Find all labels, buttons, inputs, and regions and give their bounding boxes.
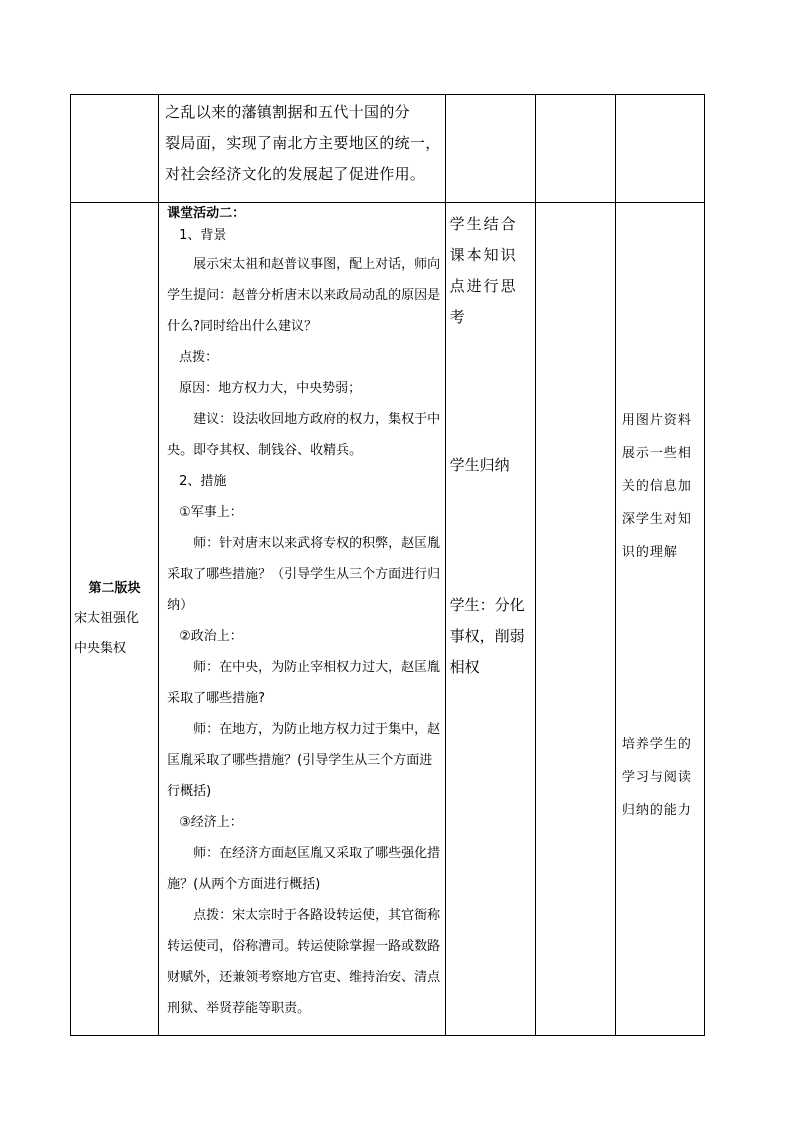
student-answer-1: 学生：分化	[449, 596, 525, 614]
goal2-line-3: 归纳的能力	[621, 803, 692, 818]
reason-text: 原因：地方权力大，中央势弱；	[179, 381, 362, 396]
goal1-line-5: 识的理解	[621, 545, 678, 560]
politics-central-text: 师：在中央，为防止宰相权力过大，赵匡胤采取了哪些措施?	[167, 660, 441, 706]
student-summarize: 学生归纳	[449, 456, 510, 474]
student-think-4: 考	[449, 308, 467, 326]
goal1-line-2: 展示一些相	[621, 446, 692, 461]
hint-label: 点拨：	[179, 350, 219, 365]
background-text: 展示宋太祖和赵普议事图，配上对话，师向学生提问：赵普分析唐末以来政局动乱的原因是什么?同时给出什么建议？	[167, 257, 441, 334]
economy-text: 师：在经济方面赵匡胤又采取了哪些强化措施？(从两个方面进行概括)	[167, 846, 441, 892]
section-title: 第二版块	[88, 581, 141, 596]
background-label: 1、背景	[179, 228, 227, 243]
row1-content-cell	[159, 95, 445, 203]
economy-label: ③经济上：	[179, 815, 243, 830]
student-think-1: 学生结合	[449, 215, 518, 233]
section-subtitle-2: 中央集权	[74, 641, 127, 656]
student-answer-2: 事权，削弱	[449, 627, 525, 645]
table-row-1	[71, 95, 705, 203]
row1-empty-cell	[535, 95, 615, 203]
goal1-line-1: 用图片资料	[621, 413, 692, 428]
row1-student-cell	[445, 95, 535, 203]
politics-label: ②政治上：	[179, 629, 243, 644]
empty-column-cell	[535, 203, 615, 1036]
measures-label: 2、措施	[179, 474, 227, 489]
activity-title: 课堂活动二：	[167, 206, 246, 221]
student-think-2: 课本知识	[449, 246, 518, 264]
student-activity-cell	[445, 203, 535, 1036]
advice-text: 建议：设法收回地方政府的权力，集权于中央。即夺其权、制钱谷、收精兵。	[167, 412, 441, 458]
section-cell	[71, 203, 159, 1036]
student-think-3: 点进行思	[449, 277, 518, 295]
row1-section-cell	[71, 95, 159, 203]
politics-local-text: 师：在地方，为防止地方权力过于集中，赵匡胤采取了哪些措施？(引导学生从三个方面进行概括)	[167, 722, 441, 799]
lesson-plan-table	[70, 94, 705, 1036]
row1-line-1: 之乱以来的藩镇割据和五代十国的分	[165, 103, 410, 121]
military-label: ①军事上：	[179, 505, 243, 520]
teaching-content-cell	[159, 203, 445, 1036]
goal2-line-1: 培养学生的	[621, 737, 692, 752]
row1-goal-cell	[615, 95, 704, 203]
section-subtitle-1: 宋太祖强化	[74, 611, 140, 626]
design-intent-cell	[615, 203, 704, 1036]
goal2-line-2: 学习与阅读	[621, 770, 692, 785]
row1-line-2: 裂局面，实现了南北方主要地区的统一，	[165, 134, 441, 152]
military-text: 师：针对唐末以来武将专权的积弊，赵匡胤采取了哪些措施？（引导学生从三个方面进行归纳）	[167, 536, 441, 613]
table-row-2	[71, 203, 705, 1036]
student-answer-3: 相权	[449, 658, 480, 676]
row1-line-3: 对社会经济文化的发展起了促进作用。	[165, 165, 426, 183]
economy-hint: 点拨：宋太宗时于各路设转运使，其官衙称转运使司，俗称漕司。转运使除掌握一路或数路财赋外，还兼领考察地方官吏、维持治安、清点刑狱、举贤荐能等职责。	[167, 908, 441, 1016]
goal1-line-4: 深学生对知	[621, 512, 692, 527]
goal1-line-3: 关的信息加	[621, 479, 692, 494]
